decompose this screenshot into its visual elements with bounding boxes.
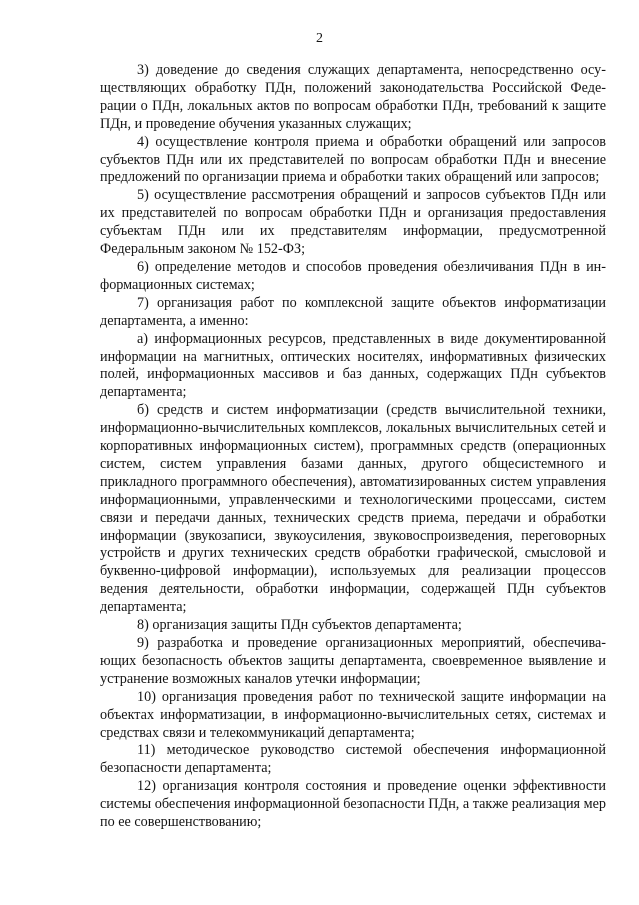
page-number: 2	[316, 31, 323, 46]
list-item-5: 5) осуществление рассмотрения обращений и запросов субъектов ПДн или их представителей по вопросам обработки ПДн и организация предоставления субъектам ПДн или их представителям информации, предусмотренной Федеральным законом № 152-ФЗ;	[100, 187, 606, 258]
list-item-7: 7) организация работ по комплексной защите объектов информатизации департамента, а именно:	[100, 294, 606, 329]
list-item-10: 10) организация проведения работ по технической защите информации на объектах информатизации, в информационно-вычислительных сетях, системах и средствах связи и телекоммуникаций департамента;	[100, 688, 606, 741]
list-item-4: 4) осуществление контроля приема и обработки обращений или запросов субъектов ПДн или их представителей по вопросам обработки ПДн и внесение предложений по организации приема и обработки таких обращений или запросов;	[100, 133, 606, 186]
list-item-6: 6) определение методов и способов проведения обезличивания ПДн в информационных системах;	[100, 258, 606, 293]
list-item-9: 9) разработка и проведение организационных мероприятий, обеспечивающих безопасность объектов защиты департамента, своевременное выявление и устранение возможных каналов утечки информации;	[100, 635, 606, 687]
document-body	[100, 62, 606, 832]
list-item-7a: а) информационных ресурсов, представленных в виде документированной информации на магнитных, оптических носителях, информативных физических полей, информационных массивов и баз данных, содержащих ПДн субъектов департамента;	[100, 330, 606, 401]
list-item-11: 11) методическое руководство системой обеспечения информационной безопасности департамента;	[100, 742, 606, 777]
list-item-7b: б) средств и систем информатизации (средств вычислительной техники, информационно-вычислительных комплексов, локальных вычислительных сетей и корпоративных информационных систем), программных средств (операционных систем, систем управления базами данных, другого общесистемного и прикладного программного обеспечения), автоматизированных систем управления информационными, управленческими и технологическими процессами, систем связи и передачи данных, технических средств приема, передачи и обработки информации (звукозаписи, звукоусиления, звуковоспроизведения, переговорных устройств и других технических средств обработки графической, смысловой и буквенно-цифровой информации), используемых для реализации процессов ведения деятельности, обработки информации, содержащей ПДн субъектов департамента;	[100, 402, 606, 616]
list-item-12: 12) организация контроля состояния и проведение оценки эффективности системы обеспечения информационной безопасности ПДн, а также реализация мер по ее совершенствованию;	[100, 778, 606, 831]
list-item-3: 3) доведение до сведения служащих департамента, непосредственно осуществляющих обработку ПДн, положений законодательства Российской Федерации о ПДн, локальных актов по вопросам обработки ПДн, требований к защите ПДн, и проведение обучения указанных служащих;	[100, 62, 606, 132]
list-item-8: 8) организация защиты ПДн субъектов департамента;	[137, 617, 462, 634]
